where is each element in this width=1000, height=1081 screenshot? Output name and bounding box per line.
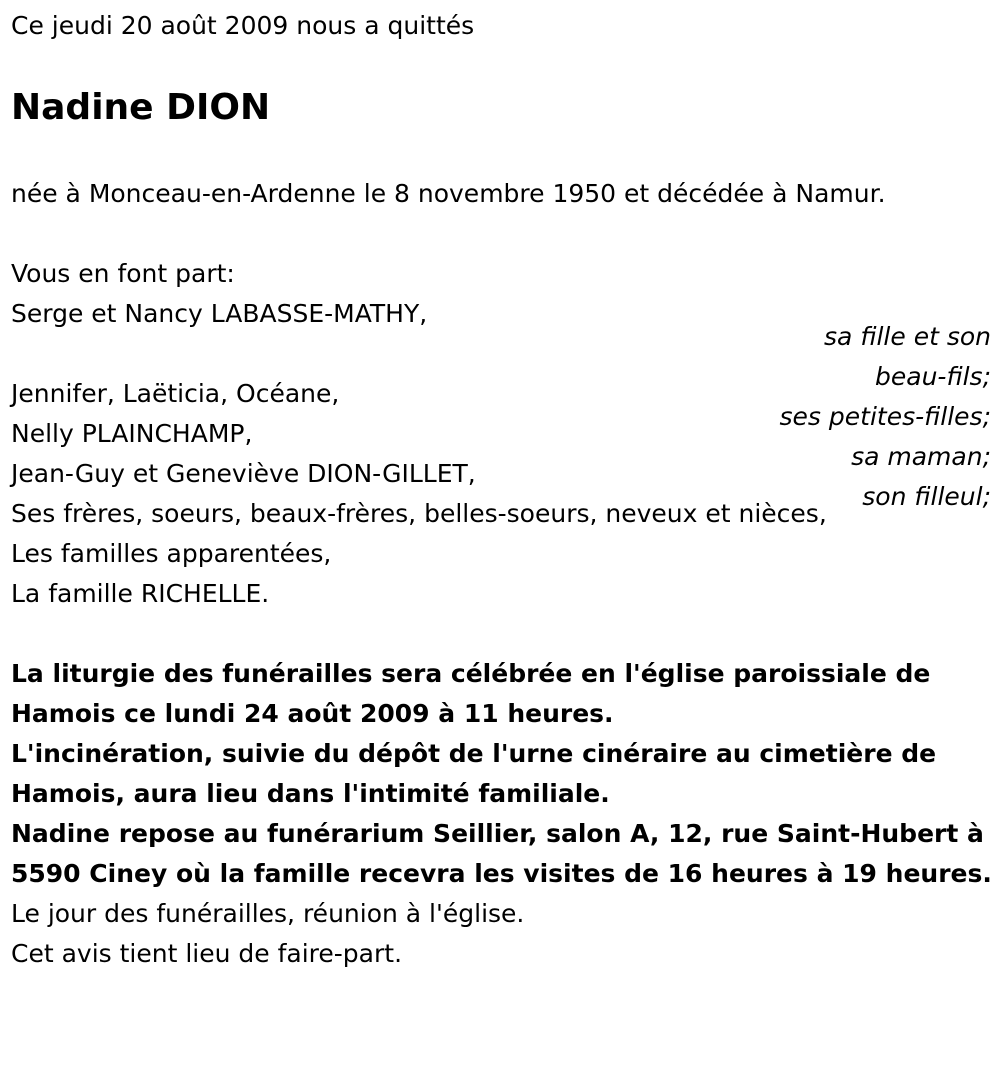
mourner-name: Jennifer, Laëticia, Océane, — [11, 379, 340, 408]
ceremony-line: Nadine repose au funérarium Seillier, salon A, 12, rue Saint-Hubert à — [11, 819, 984, 848]
mourner-relation: sa fille et son — [824, 322, 991, 351]
mourner-relation: sa maman; — [851, 442, 991, 471]
other-mourners-line: La famille RICHELLE. — [11, 579, 270, 608]
closing-line: Le jour des funérailles, réunion à l'église. — [11, 899, 525, 928]
announce-text: Vous en font part: — [11, 259, 235, 288]
other-mourners-line: Les familles apparentées, — [11, 539, 332, 568]
ceremony-line: Hamois ce lundi 24 août 2009 à 11 heures. — [11, 699, 614, 728]
mourner-name: Jean-Guy et Geneviève DION-GILLET, — [11, 459, 476, 488]
mourner-relation: son filleul; — [862, 482, 991, 511]
other-mourners-line: Ses frères, soeurs, beaux-frères, belles-soeurs, neveux et nièces, — [11, 499, 827, 528]
birth-death-text: née à Monceau-en-Ardenne le 8 novembre 1950 et décédée à Namur. — [11, 179, 886, 208]
obituary-notice — [11, 6, 991, 974]
closing-text — [11, 894, 991, 974]
mourner-entry — [11, 454, 991, 517]
closing-line: Cet avis tient lieu de faire-part. — [11, 939, 403, 968]
ceremony-line: 5590 Ciney où la famille recevra les visites de 16 heures à 19 heures. — [11, 859, 992, 888]
ceremony-line: La liturgie des funérailles sera célébrée en l'église paroissiale de — [11, 659, 931, 688]
deceased-name: Nadine DION — [11, 87, 271, 128]
mourner-name: Nelly PLAINCHAMP, — [11, 419, 253, 448]
spacer — [11, 614, 991, 654]
ceremony-details — [11, 654, 991, 894]
mourner-relation-continued: beau-fils; — [875, 362, 991, 391]
ceremony-line: Hamois, aura lieu dans l'intimité familiale. — [11, 779, 610, 808]
mourner-name: Serge et Nancy LABASSE-MATHY, — [11, 299, 428, 328]
mourner-relation: ses petites-filles; — [779, 402, 991, 431]
intro-text: Ce jeudi 20 août 2009 nous a quittés — [11, 11, 475, 40]
ceremony-line: L'incinération, suivie du dépôt de l'urne cinéraire au cimetière de — [11, 739, 937, 768]
